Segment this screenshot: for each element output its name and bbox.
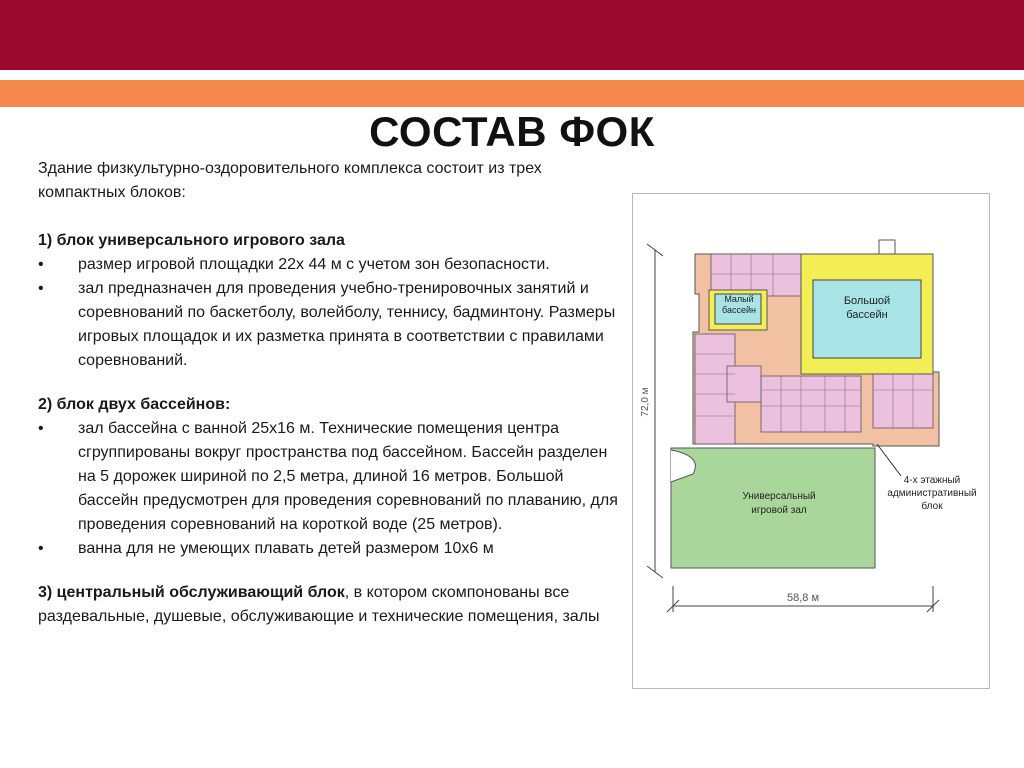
small-pool-label: Малый бассейн xyxy=(722,294,756,315)
roof-element xyxy=(879,240,895,254)
block3-heading: 3) центральный обслуживающий блок xyxy=(38,584,345,601)
dimension-height-label: 72,0 м xyxy=(640,387,651,417)
banner-gap xyxy=(0,70,1024,80)
floor-plan-drawing xyxy=(633,194,989,688)
intro-text: Здание физкультурно-оздоровительного комплекса состоит из трех компактных блоков: xyxy=(38,160,542,201)
block1-bullet-2 xyxy=(38,277,618,373)
room-block xyxy=(873,372,933,428)
block1-bullet-1 xyxy=(38,253,618,277)
bullet-marker: • xyxy=(38,420,44,437)
block1-heading: 1) блок универсального игрового зала xyxy=(38,232,345,249)
floor-plan xyxy=(632,193,990,689)
dimension-width-label: 58,8 м xyxy=(786,592,820,604)
bullet-text: размер игровой площадки 22х 44 м с учетом зон безопасности. xyxy=(78,256,550,273)
game-hall-label: Универсальный игровой зал xyxy=(742,491,816,516)
bullet-text: зал предназначен для проведения учебно-тренировочных занятий и соревнований по баскетболу, волейболу, теннису, бадминтону. Размеры игровых площадок и их разметка принята в соответствии с правилами соревнований. xyxy=(78,280,616,369)
bullet-marker: • xyxy=(38,540,44,557)
top-banner xyxy=(0,0,1024,70)
bullet-marker: • xyxy=(38,256,44,273)
bullet-text: ванна для не умеющих плавать детей размером 10х6 м xyxy=(78,540,494,557)
room-block xyxy=(761,376,861,432)
bullet-text: зал бассейна с ванной 25х16 м. Технические помещения центра сгруппированы вокруг пространства под бассейном. Бассейн разделен на 5 дорожек шириной по 2,5 метра, длиной 16 метров. Большой бассейн предусмотрен для проведения соревнований по плаванию, для проведения соревнований на короткой воде (25 метров). xyxy=(78,420,618,533)
block2-bullet-2 xyxy=(38,537,618,561)
block2-bullet-1 xyxy=(38,417,618,537)
slide-body xyxy=(38,157,618,629)
bullet-marker: • xyxy=(38,280,44,297)
slide-title: СОСТАВ ФОК xyxy=(369,108,655,155)
big-pool-label: Большой бассейн xyxy=(843,295,891,321)
block2-heading: 2) блок двух бассейнов: xyxy=(38,396,231,413)
orange-stripe xyxy=(0,80,1024,107)
room-block xyxy=(727,366,761,402)
block3-paragraph xyxy=(38,581,618,629)
block3-text: , в котором скомпонованы все раздевальные, душевые, обслуживающие и технические помещения, залы xyxy=(38,584,600,625)
admin-block-label: 4-х этажный административный блок xyxy=(887,475,977,512)
admin-leader-line xyxy=(877,444,901,476)
